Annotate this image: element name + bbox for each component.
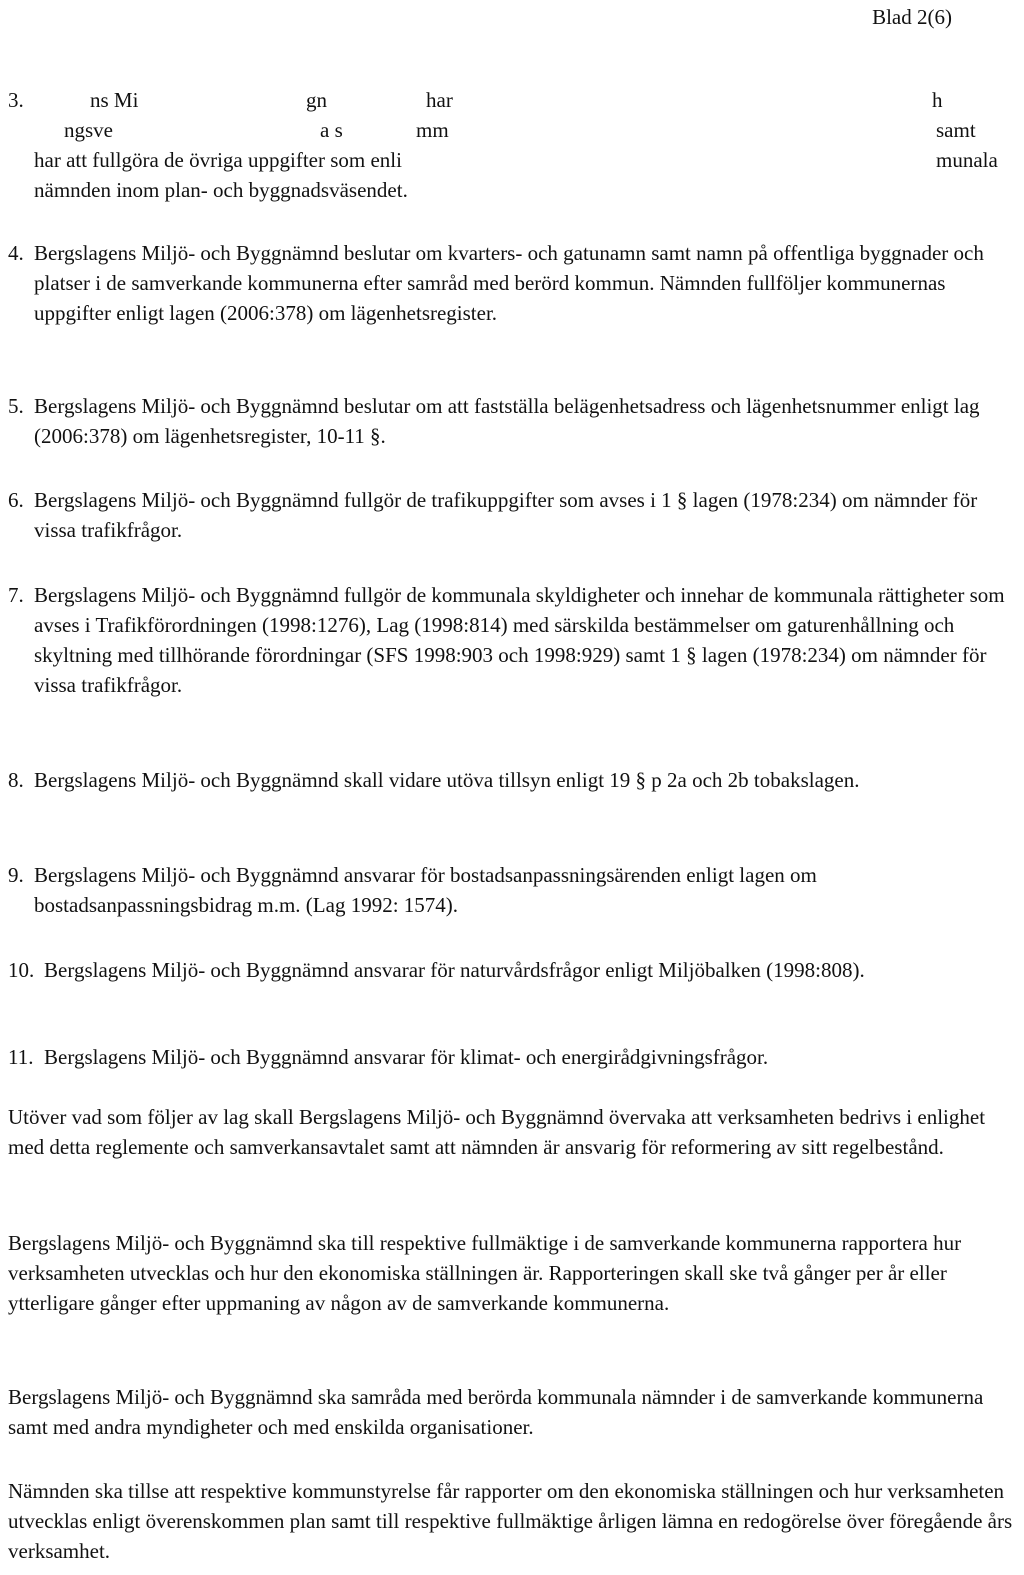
item-3-fragment: nämnden inom plan- och byggnadsväsendet. — [34, 178, 408, 202]
item-text: Bergslagens Miljö- och Byggnämnd ansvarar för naturvårdsfrågor enligt Miljöbalken (1998:808). — [44, 958, 865, 982]
item-3-number: 3. — [8, 88, 24, 112]
list-item — [8, 955, 1008, 985]
list-item — [8, 580, 1008, 700]
list-item — [8, 485, 1008, 545]
item-3-fragment: har att fullgöra de övriga uppgifter som enli — [34, 148, 402, 172]
item-text: Bergslagens Miljö- och Byggnämnd ansvarar för bostadsanpassningsärenden enligt lagen om bostadsanpassningsbidrag m.m. (Lag 1992: 1574). — [34, 863, 817, 917]
list-item — [8, 765, 1008, 795]
item-3-fragment: ns Mi — [90, 88, 139, 112]
item-3-fragment: mm — [416, 118, 449, 142]
item-number: 11. — [8, 1045, 34, 1069]
item-number: 8. — [8, 768, 24, 792]
page-number: Blad 2(6) — [872, 5, 952, 29]
paragraph: Nämnden ska tillse att respektive kommunstyrelse får rapporter om den ekonomiska ställningen och hur verksamheten utvecklas enligt överenskommen plan samt till respektive fullmäktige årligen lämna en redogörelse över föregående års verksamhet. — [8, 1479, 1013, 1563]
item-3-fragment: h — [932, 88, 943, 112]
item-3-fragment: munala — [936, 148, 998, 172]
item-number: 4. — [8, 241, 24, 265]
paragraph: Utöver vad som följer av lag skall Bergslagens Miljö- och Byggnämnd övervaka att verksamheten bedrivs i enlighet med detta reglemente och samverkansavtalet samt att nämnden är ansvarig för reformering av sitt regelbestånd. — [8, 1105, 986, 1159]
item-text: Bergslagens Miljö- och Byggnämnd ansvarar för klimat- och energirådgivningsfrågor. — [44, 1045, 769, 1069]
list-item — [8, 1042, 1008, 1072]
item-3-fragment: gn — [306, 88, 327, 112]
item-text: Bergslagens Miljö- och Byggnämnd beslutar om att fastställa belägenhetsadress och lägenhetsnummer enligt lag (2006:378) om lägenhetsregister, 10-11 §. — [34, 394, 980, 448]
item-text: Bergslagens Miljö- och Byggnämnd fullgör de trafikuppgifter som avses i 1 § lagen (1978:234) om nämnder för vissa trafikfrågor. — [34, 488, 978, 542]
item-number: 9. — [8, 863, 24, 887]
item-number: 10. — [8, 958, 35, 982]
item-3-fragment: har — [426, 88, 453, 112]
item-3-fragment: ngsve — [64, 118, 113, 142]
list-item — [8, 238, 1008, 328]
paragraph: Bergslagens Miljö- och Byggnämnd ska samråda med berörda kommunala nämnder i de samverkande kommunerna samt med andra myndigheter och med enskilda organisationer. — [8, 1385, 984, 1439]
list-item — [8, 391, 1008, 451]
item-text: Bergslagens Miljö- och Byggnämnd beslutar om kvarters- och gatunamn samt namn på offentliga byggnader och platser i de samverkande kommunerna efter samråd med berörd kommun. Nämnden fullföljer kommunernas uppgifter enligt lagen (2006:378) om lägenhetsregister. — [34, 241, 984, 325]
paragraph: Bergslagens Miljö- och Byggnämnd ska till respektive fullmäktige i de samverkande kommunerna rapportera hur verksamheten utvecklas och hur den ekonomiska ställningen är. Rapporteringen skall ske två gånger per år eller ytterligare gånger efter uppmaning av någon av de samverkande kommunerna. — [8, 1231, 962, 1315]
item-3-fragment: a s — [320, 118, 343, 142]
item-number: 6. — [8, 488, 24, 512]
item-number: 5. — [8, 394, 24, 418]
item-3-fragment: samt — [936, 118, 976, 142]
item-number: 7. — [8, 583, 24, 607]
item-text: Bergslagens Miljö- och Byggnämnd fullgör de kommunala skyldigheter och innehar de kommunala rättigheter som avses i Trafikförordningen (1998:1276), Lag (1998:814) med särskilda bestämmelser om gaturenhållning och skyltning med tillhörande förordningar (SFS 1998:903 och 1998:929) samt 1 § lagen (1978:234) om nämnder för vissa trafikfrågor. — [34, 583, 1005, 697]
item-text: Bergslagens Miljö- och Byggnämnd skall vidare utöva tillsyn enligt 19 § p 2a och 2b tobakslagen. — [34, 768, 860, 792]
list-item — [8, 860, 1008, 920]
